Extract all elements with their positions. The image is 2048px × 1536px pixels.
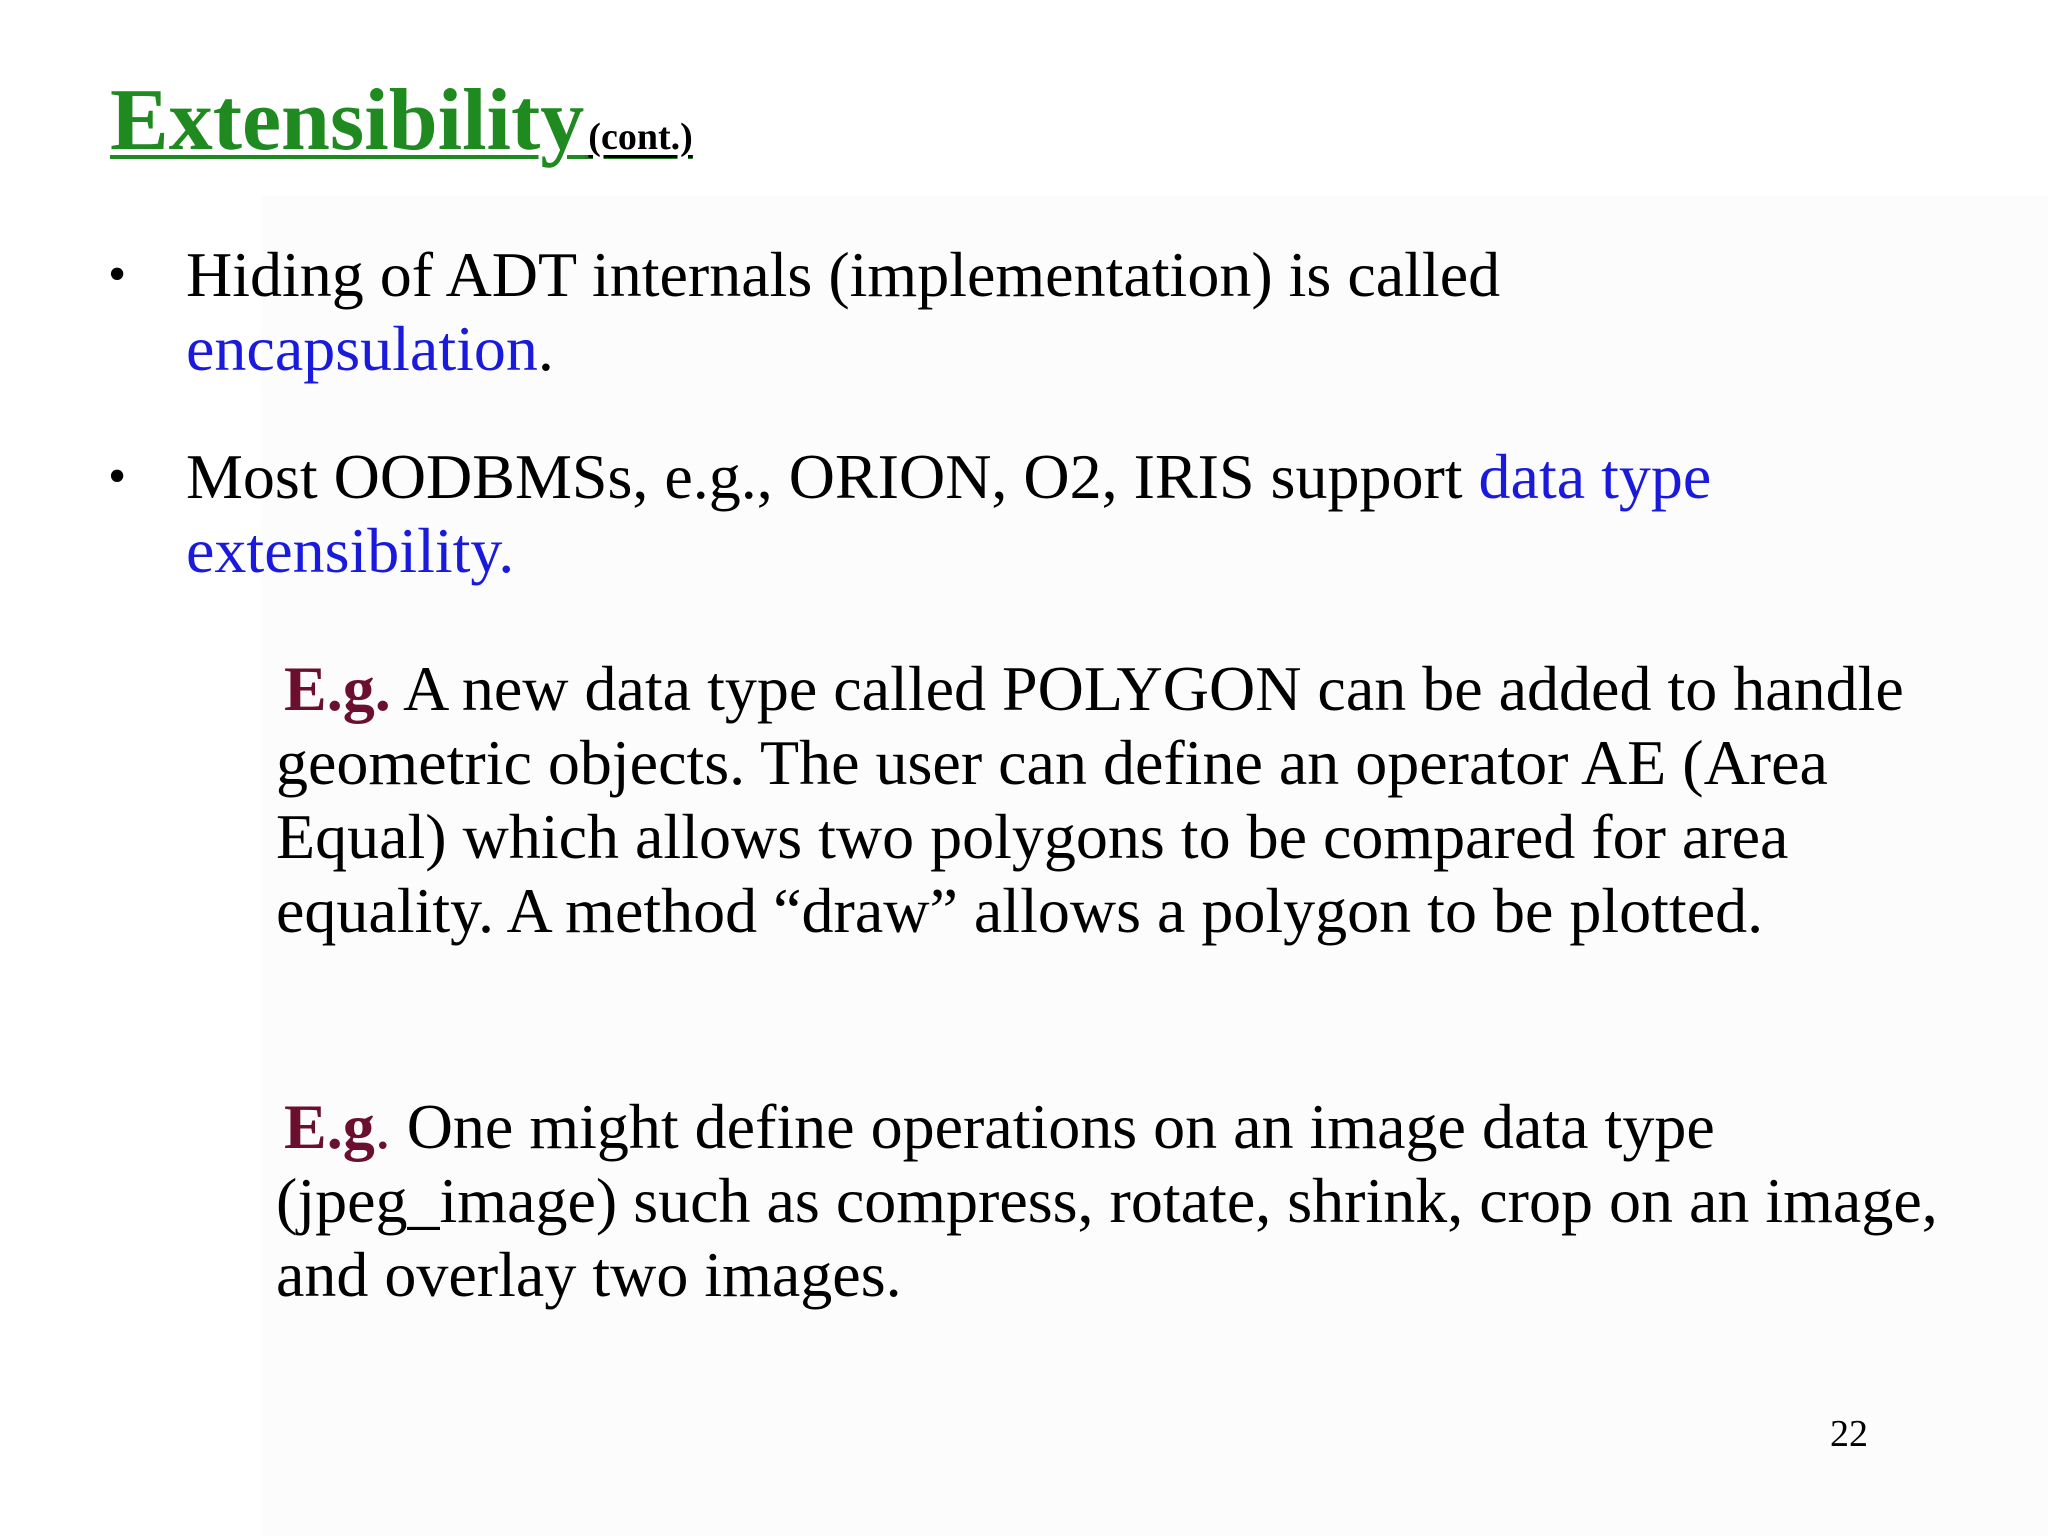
page-number: 22 bbox=[1830, 1413, 1868, 1455]
bullet-text: Most OODBMSs, e.g., ORION, O2, IRIS support data type extensibility. bbox=[186, 441, 1712, 586]
bullet-icon: • bbox=[108, 448, 127, 505]
example-label: E.g. bbox=[284, 653, 391, 724]
example-block-2 bbox=[276, 1090, 1966, 1312]
example-label: E.g bbox=[284, 1091, 375, 1162]
title-suffix: (cont.) bbox=[588, 116, 693, 158]
example-separator: . bbox=[374, 1091, 391, 1162]
highlight-term: encapsulation bbox=[186, 313, 538, 384]
bullet-icon: • bbox=[108, 246, 127, 303]
example-text: One might define operations on an image data type (jpeg_image) such as compress, rotate, shrink, crop on an image, and overlay two images. bbox=[276, 1091, 1938, 1310]
highlight-term: data type extensibility. bbox=[186, 441, 1712, 586]
example-text: A new data type called POLYGON can be added to handle geometric objects. The user can define an operator AE (Area Equal) which allows two polygons to be compared for area equality. A method “draw” allows a polygon to be plotted. bbox=[276, 653, 1904, 946]
bullet-item-2 bbox=[108, 440, 1868, 588]
title-main: Extensibility bbox=[110, 72, 585, 169]
slide-title bbox=[110, 70, 693, 171]
example-block-1 bbox=[276, 652, 1966, 948]
bullet-text: Hiding of ADT internals (implementation) is called encapsulation. bbox=[186, 239, 1501, 384]
bullet-item-1 bbox=[108, 238, 1868, 386]
